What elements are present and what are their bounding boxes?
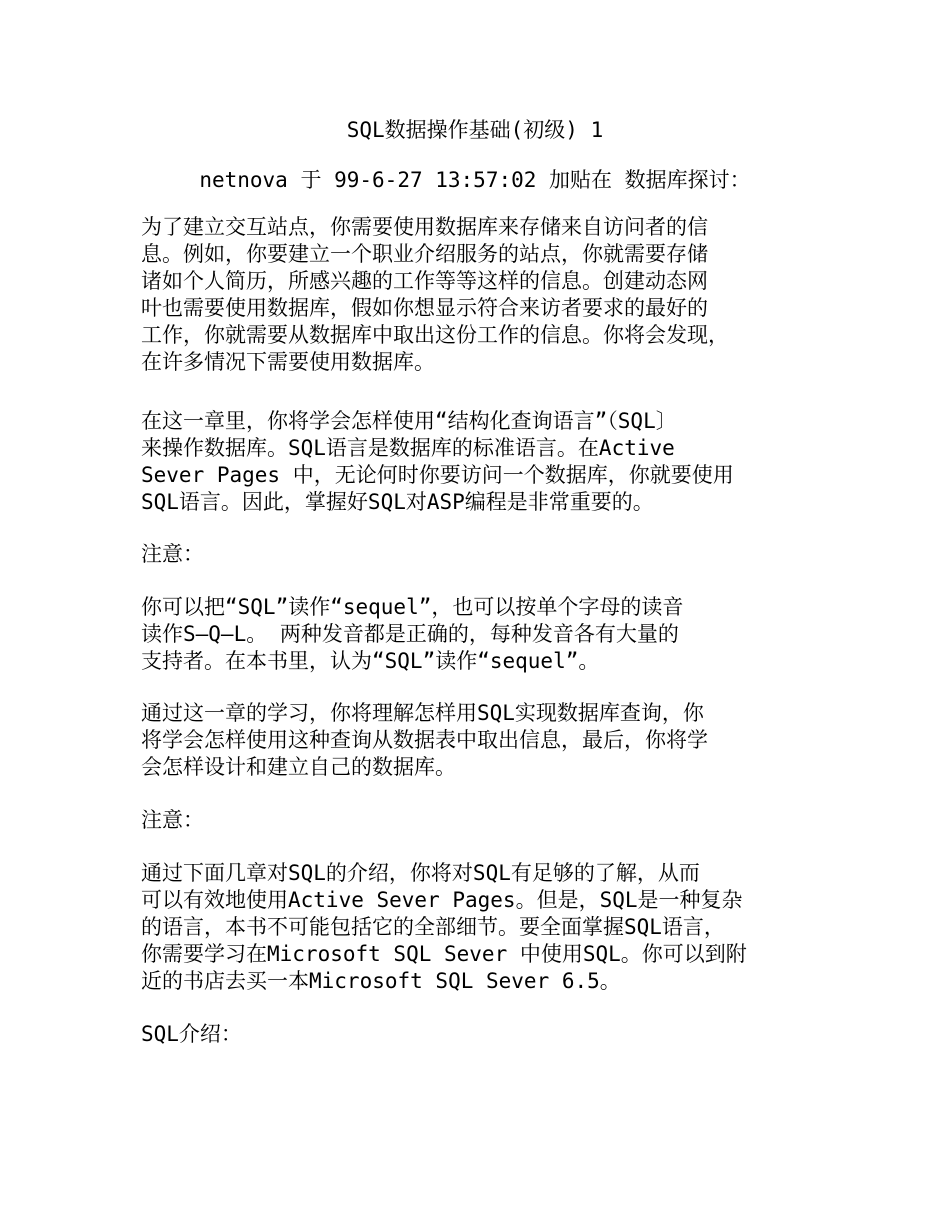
text-line: 工作，你就需要从数据库中取出这份工作的信息。你将会发现， xyxy=(141,323,729,347)
text-line: 读作S—Q—L。 两种发音都是正确的，每种发音各有大量的 xyxy=(141,622,679,646)
text-line: 在这一章里，你将学会怎样使用“结构化查询语言”（SQL〕 xyxy=(141,409,677,433)
text-line: 支持者。在本书里，认为“SQL”读作“sequel”。 xyxy=(141,649,600,673)
text-line: 诸如个人简历，所感兴趣的工作等等这样的信息。创建动态网 xyxy=(141,269,708,293)
paragraph-further-reading xyxy=(141,860,841,995)
section-heading xyxy=(141,1021,841,1048)
text-line: 将学会怎样使用这种查询从数据表中取出信息，最后，你将学 xyxy=(141,728,708,752)
paragraph-pronunciation xyxy=(141,594,841,675)
document-title: SQL数据操作基础(初级) 1 xyxy=(346,118,604,142)
paragraph-learning-goals xyxy=(141,700,841,781)
text-line: 息。例如，你要建立一个职业介绍服务的站点，你就需要存储 xyxy=(141,242,708,266)
section-heading-text: SQL介绍： xyxy=(141,1022,242,1046)
text-line: 可以有效地使用Active Sever Pages。但是，SQL是一种复杂 xyxy=(141,888,743,912)
text-line: 来操作数据库。SQL语言是数据库的标准语言。在Active xyxy=(141,436,675,460)
text-line: 你可以把“SQL”读作“sequel”，也可以按单个字母的读音 xyxy=(141,595,684,619)
note-label-text: 注意： xyxy=(141,808,204,832)
text-line: 通过这一章的学习，你将理解怎样用SQL实现数据库查询，你 xyxy=(141,701,704,725)
text-line: 在许多情况下需要使用数据库。 xyxy=(141,350,435,374)
text-line: 近的书店去买一本Microsoft SQL Sever 6.5。 xyxy=(141,969,621,993)
text-line: 的语言，本书不可能包括它的全部细节。要全面掌握SQL语言， xyxy=(141,915,725,939)
text-line: 通过下面几章对SQL的介绍，你将对SQL有足够的了解，从而 xyxy=(141,861,700,885)
note-label xyxy=(141,807,841,834)
text-line: 你需要学习在Microsoft SQL Sever 中使用SQL。你可以到附 xyxy=(141,942,747,966)
text-line: Sever Pages 中，无论何时你要访问一个数据库，你就要使用 xyxy=(141,463,734,487)
paragraph-intro xyxy=(141,214,841,376)
text-line: 会怎样设计和建立自己的数据库。 xyxy=(141,755,456,779)
note-label xyxy=(141,541,841,568)
post-byline: netnova 于 99-6-27 13:57:02 加贴在 数据库探讨： xyxy=(199,168,751,192)
text-line: 为了建立交互站点，你需要使用数据库来存储来自访问者的信 xyxy=(141,215,708,239)
text-line: SQL语言。因此，掌握好SQL对ASP编程是非常重要的。 xyxy=(141,490,654,514)
paragraph-chapter-overview xyxy=(141,408,841,516)
text-line: 叶也需要使用数据库，假如你想显示符合来访者要求的最好的 xyxy=(141,296,708,320)
note-label-text: 注意： xyxy=(141,542,204,566)
